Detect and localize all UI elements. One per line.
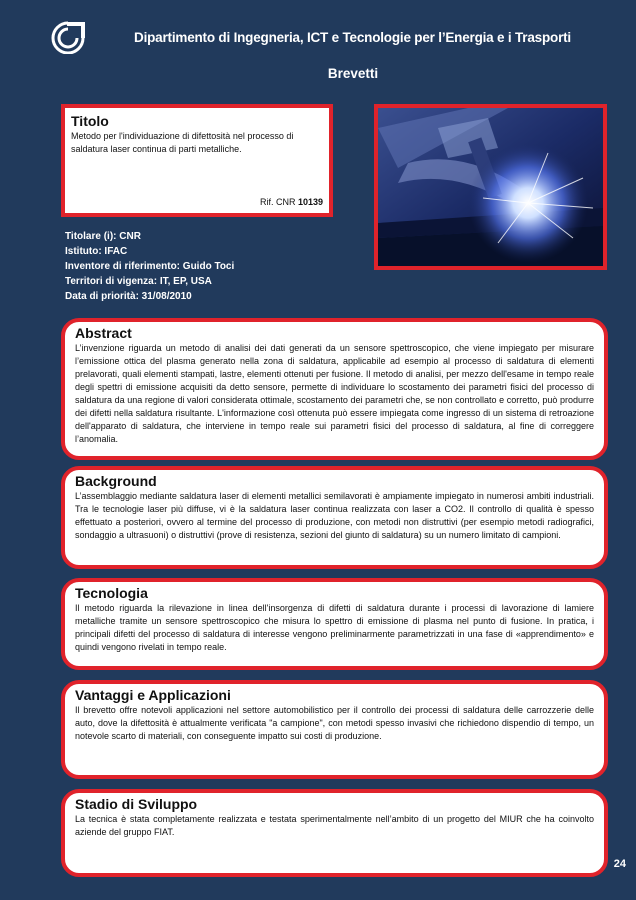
holder: Titolare (i): CNR [65,231,141,242]
advantages-panel [61,680,608,779]
reference-label: Rif. CNR [259,197,296,207]
page-number: 24 [613,858,626,870]
reference-number: 10139 [297,197,323,207]
background-panel [61,466,608,569]
priority-date: Data di priorità: 31/08/2010 [65,291,192,302]
abstract-text: L’invenzione riguarda un metodo di analisi dei dati generati da un sensore spettroscopico, che viene impiegato per misurare l’emissione ottica del plasma generato nella zona di saldatura, applicabile ad esempio al processo di saldatura di elementi prelavorati, quali elementi stampati, lastre, elementi ottenuti per fusione. Il metodo di analisi, per mezzo dell'esame in tempo reale degli spettri di emissione acquisiti da detto sensore, permette di individuare lo scostamento dei parametri fisici del processo di saldatura da una regione di valori considerata ottimale, scostamento dei parametri che, se non controllato e corretto, può produrre dei difetti nella saldatura risultante. L'informazione così ottenuta può essere impiegata come ingresso di un sistema di retroazione dell'apparato di saldatura, che interviene in tempo reale sui parametri fisici del processo di saldatura, al fine di correggere l’anomalia. [75,343,594,444]
development-heading: Stadio di Sviluppo [75,796,198,812]
technology-panel [61,578,608,670]
technology-heading: Tecnologia [75,585,148,601]
cnr-logo-icon [48,20,88,54]
inventor: Inventore di riferimento: Guido Toci [65,261,235,272]
technology-text: Il metodo riguarda la rilevazione in linea dell'insorgenza di difetti di saldatura durante i processi di lavorazione di lamiere metalliche tramite un sensore spettroscopico che misura lo spettro di emissione di plasma nel punto di fusione. In pratica, i principali difetti del processo di saldatura di interesse vengono preliminarmente parametrizzati in una fase di «apprendimento» e quindi vengono rivelati in tempo reale. [75,603,594,652]
development-text: La tecnica è stata completamente realizzata e testata sperimentalmente nell’ambito di un progetto del MIUR che ha coinvolto aziende del gruppo FIAT. [75,814,594,837]
abstract-heading: Abstract [75,325,132,341]
section-title: Brevetti [327,66,379,81]
background-heading: Background [75,473,157,489]
development-panel [61,789,608,877]
advantages-heading: Vantaggi e Applicazioni [75,687,231,703]
advantages-text: Il brevetto offre notevoli applicazioni nel settore automobilistico per il controllo dei processi di saldatura delle carrozzerie delle auto, dove la difettosità è attualmente verificata "a campione", con metodi spesso invasivi che richiedono dispendio di tempo, un notevole scarto di materiali, con conseguente impatto sui costi di produzione. [75,705,594,741]
department-title: Dipartimento di Ingegneria, ICT e Tecnologie per l’Energia e i Trasporti [134,30,571,45]
institute: Istituto: IFAC [65,246,128,257]
background-text: L’assemblaggio mediante saldatura laser di elementi metallici semilavorati è ampiamente impiegato in numerosi ambiti industriali. Tra le tecnologie laser più diffuse, vi è la saldatura laser continua realizzata con laser a CO2. Il controllo di qualità è spesso effettuato a posteriori, ovvero al termine del processo di produzione, con metodi non distruttivi (per esempio metodi radiografici, sondaggio a ultrasuoni) o distruttivi (prove di resistenza, sezioni del giunto di saldatura) su un numero limitato di campioni. [75,491,594,540]
reference [260,197,323,207]
territories: Territori di vigenza: IT, EP, USA [65,276,212,287]
abstract-panel [61,318,608,460]
patent-details [65,229,234,304]
title-box [61,104,333,217]
title-description: Metodo per l'individuazione di difettosità nel processo di saldatura laser continua di parti metalliche. [71,131,294,154]
title-heading: Titolo [71,113,109,129]
laser-welding-photo [374,104,607,270]
